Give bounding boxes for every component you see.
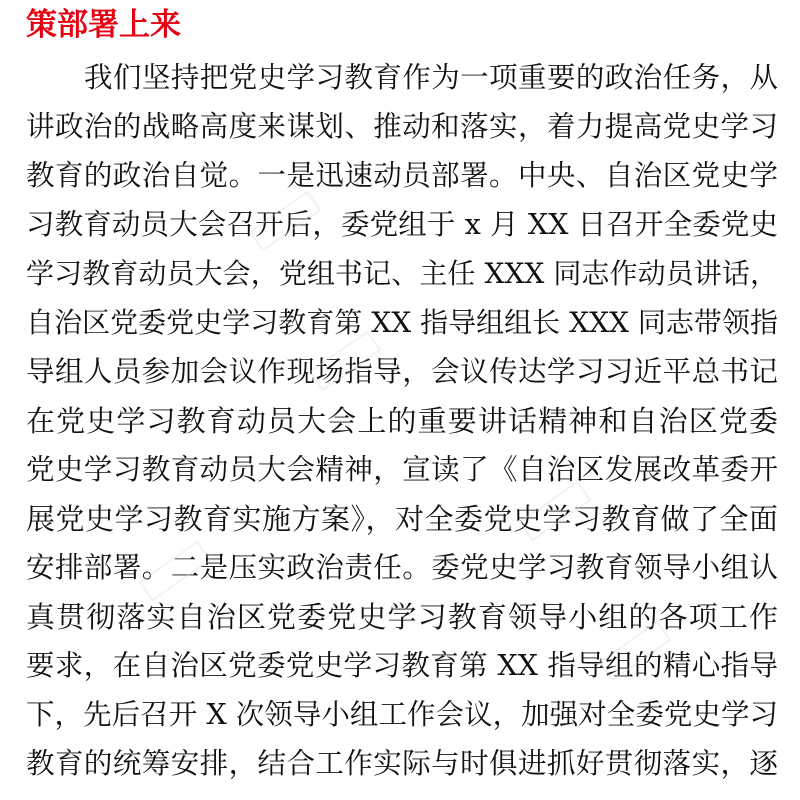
paragraph-line: 党史学习教育动员大会精神，宣读了《自治区发展改革委开 — [26, 453, 778, 486]
paragraph-line: 自治区党委党史学习教育第 XX 指导组组长 XXX 同志带领指 — [26, 306, 778, 339]
paragraph-line: 真贯彻落实自治区党委党史学习教育领导小组的各项工作 — [26, 600, 778, 634]
paragraph-line: 我们坚持把党史学习教育作为一项重要的政治任务，从 — [84, 61, 778, 94]
paragraph-line: 习教育动员大会召开后，委党组于 x 月 XX 日召开全委党史 — [26, 208, 778, 241]
paragraph-line: 教育的统筹安排，结合工作实际与时俱进抓好贯彻落实，逐 — [26, 747, 778, 780]
paragraph-line: 下，先后召开 X 次领导小组工作会议，加强对全委党史学习 — [26, 698, 778, 731]
paragraph-line: 教育的政治自觉。一是迅速动员部署。中央、自治区党史学 — [26, 159, 778, 192]
paragraph-line: 学习教育动员大会，党组书记、主任 XXX 同志作动员讲话， — [26, 257, 778, 290]
section-heading: 策部署上来 — [26, 7, 181, 43]
paragraph-line: 安排部署。二是压实政治责任。委党史学习教育领导小组认 — [26, 551, 778, 584]
paragraph-line: 要求，在自治区党委党史学习教育第 XX 指导组的精心指导 — [26, 649, 778, 682]
paragraph-line: 展党史学习教育实施方案》，对全委党史学习教育做了全面 — [26, 502, 778, 536]
paragraph-line: 在党史学习教育动员大会上的重要讲话精神和自治区党委 — [26, 404, 778, 438]
paragraph-line: 导组人员参加会议作现场指导，会议传达学习习近平总书记 — [26, 355, 778, 388]
paragraph-line: 讲政治的战略高度来谋划、推动和落实，着力提高党史学习 — [26, 110, 778, 143]
